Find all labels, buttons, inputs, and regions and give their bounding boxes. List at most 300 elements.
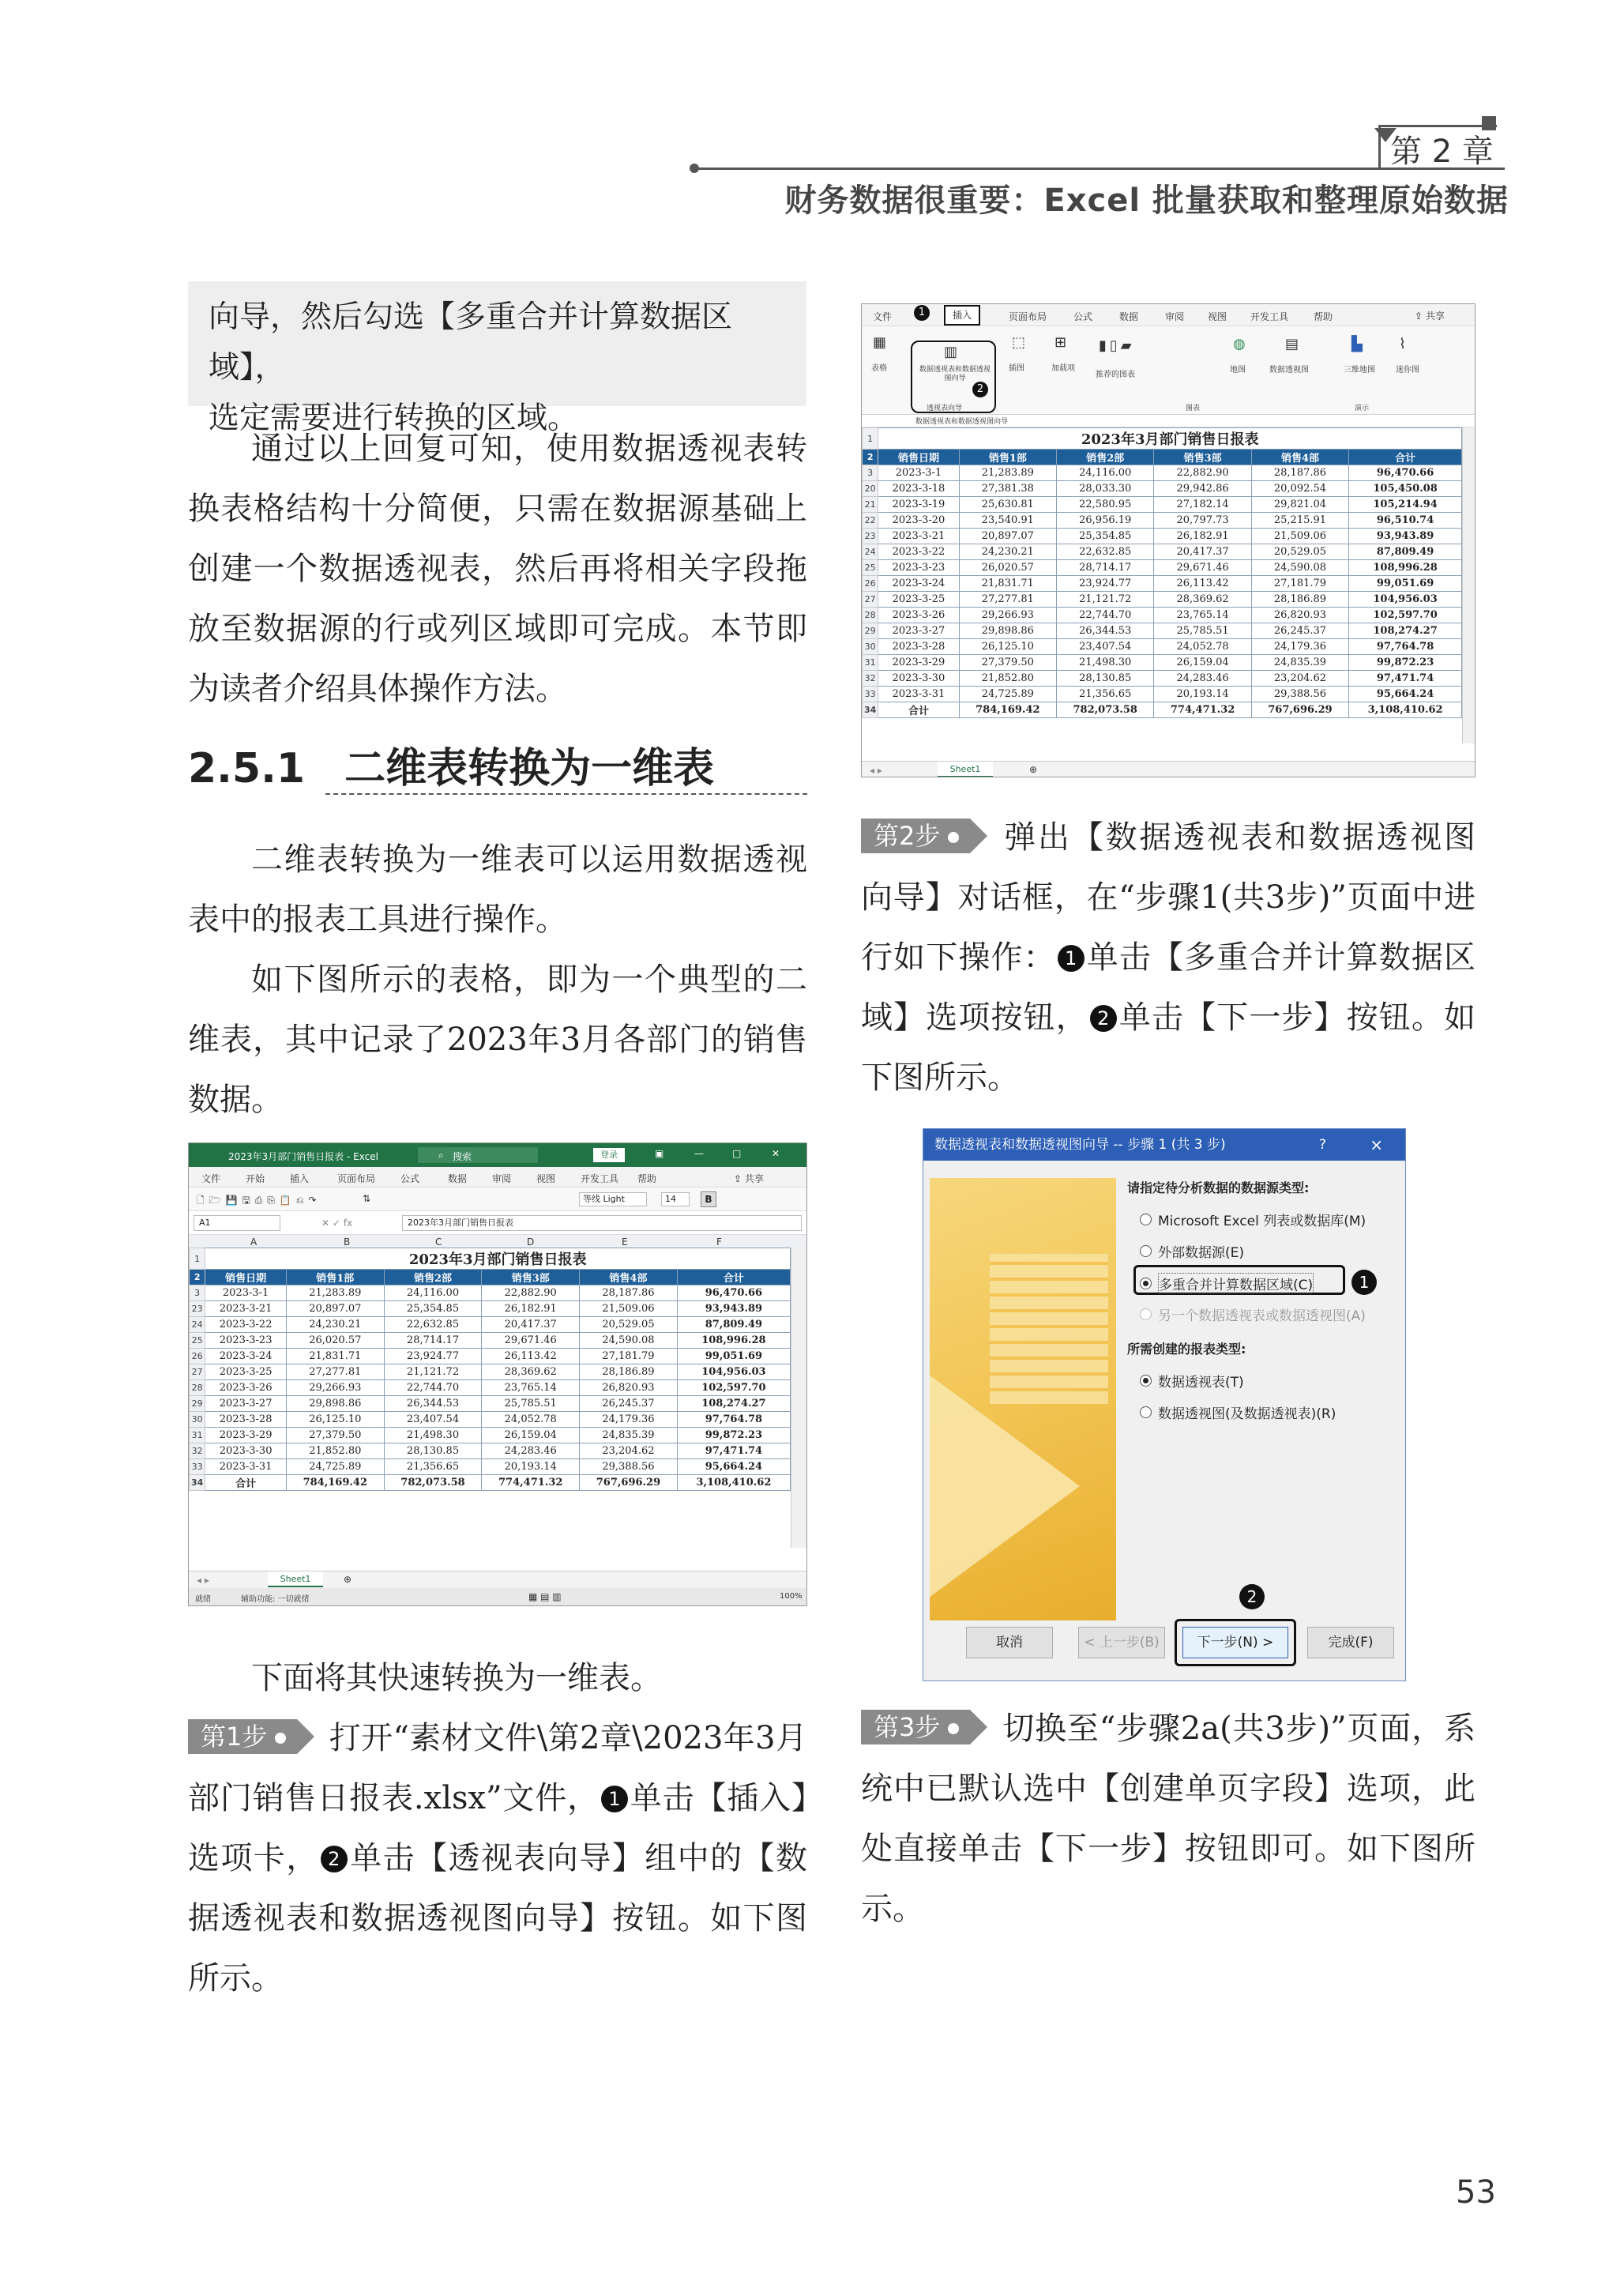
table-cell[interactable]: 24,179.36 [1251, 639, 1348, 655]
table-cell[interactable]: 29,388.56 [1251, 687, 1348, 702]
row-number[interactable]: 34 [863, 702, 878, 718]
sheet-nav-icon[interactable]: ◂ ▸ [870, 765, 882, 776]
row-number[interactable]: 26 [190, 1349, 205, 1364]
table-cell[interactable]: 102,597.70 [677, 1380, 790, 1396]
table-cell[interactable]: 22,744.70 [1057, 608, 1154, 623]
table-cell[interactable]: 22,632.85 [1057, 544, 1154, 560]
table-cell[interactable]: 22,744.70 [384, 1380, 482, 1396]
table-cell[interactable]: 2023-3-21 [205, 1301, 287, 1317]
type-option-pivottable[interactable] [1140, 1371, 1244, 1391]
table-cell[interactable]: 21,356.65 [1057, 687, 1154, 702]
table-cell[interactable]: 99,051.69 [677, 1349, 790, 1364]
table-cell[interactable]: 2023-3-28 [878, 639, 959, 655]
table-cell[interactable]: 21,852.80 [959, 671, 1056, 687]
table-cell[interactable]: 26,344.53 [1057, 623, 1154, 639]
tab-help[interactable]: 帮助 [637, 1173, 657, 1184]
table-cell[interactable]: 28,369.62 [1154, 592, 1251, 608]
table-cell[interactable]: 27,381.38 [959, 481, 1056, 497]
finish-button[interactable]: 完成(F) [1307, 1627, 1394, 1658]
fx-icon[interactable]: ✕ ✓ fx [321, 1218, 353, 1229]
header-cell[interactable]: 销售4部 [1251, 450, 1348, 465]
table-cell[interactable]: 2023-3-21 [878, 529, 959, 544]
group-pivot-chart[interactable]: 数据透视图 [1269, 366, 1309, 374]
row-number[interactable]: 24 [190, 1317, 205, 1333]
row-number[interactable]: 21 [863, 497, 878, 513]
row-number[interactable]: 30 [190, 1412, 205, 1428]
table-cell[interactable]: 108,274.27 [1349, 623, 1462, 639]
header-cell[interactable]: 销售4部 [580, 1270, 678, 1285]
table-cell[interactable]: 20,529.05 [580, 1317, 678, 1333]
table-cell[interactable]: 25,354.85 [1057, 529, 1154, 544]
table-cell[interactable]: 26,956.19 [1057, 513, 1154, 529]
table-cell[interactable]: 28,714.17 [1057, 560, 1154, 576]
table-cell[interactable]: 26,182.91 [482, 1301, 580, 1317]
table-cell[interactable]: 28,130.85 [1057, 671, 1154, 687]
row-number[interactable]: 34 [190, 1475, 205, 1491]
name-box[interactable]: A1 [194, 1215, 280, 1231]
step3-tag [861, 1710, 970, 1744]
tab-view[interactable]: 视图 [1208, 311, 1227, 322]
table-cell[interactable]: 28,033.30 [1057, 481, 1154, 497]
table-cell[interactable]: 105,214.94 [1349, 497, 1462, 513]
col-header[interactable]: C [435, 1236, 442, 1248]
table-cell[interactable]: 21,509.06 [580, 1301, 678, 1317]
col-header[interactable]: D [527, 1236, 535, 1248]
table-cell[interactable]: 26,159.04 [1154, 655, 1251, 671]
table-cell[interactable]: 108,996.28 [1349, 560, 1462, 576]
row-number[interactable]: 28 [863, 608, 878, 623]
table-cell[interactable]: 97,764.78 [1349, 639, 1462, 655]
table-cell[interactable]: 21,831.71 [286, 1349, 384, 1364]
table-cell[interactable]: 28,187.86 [580, 1285, 678, 1301]
table-cell[interactable]: 96,470.66 [1349, 465, 1462, 481]
table-cell[interactable]: 26,020.57 [286, 1333, 384, 1349]
tab-developer[interactable]: 开发工具 [581, 1173, 619, 1184]
view-icons[interactable]: ▦ ▤ ▥ [528, 1591, 562, 1602]
table-cell[interactable]: 2023-3-23 [878, 560, 959, 576]
table-cell[interactable]: 28,369.62 [482, 1364, 580, 1380]
group-3d-map[interactable]: 三维地图 [1344, 366, 1375, 374]
chart-icons[interactable]: ▮▯▰ [1099, 337, 1135, 354]
table-cell[interactable]: 23,407.54 [384, 1412, 482, 1428]
table-cell[interactable]: 26,820.93 [1251, 608, 1348, 623]
table-cell[interactable]: 24,052.78 [482, 1412, 580, 1428]
table-cell[interactable]: 23,924.77 [384, 1349, 482, 1364]
table-cell[interactable]: 2023-3-27 [205, 1396, 287, 1412]
table-cell[interactable]: 2023-3-18 [878, 481, 959, 497]
col-header[interactable]: A [250, 1236, 258, 1248]
row-number[interactable]: 28 [190, 1380, 205, 1396]
table-cell[interactable]: 22,580.95 [1057, 497, 1154, 513]
sheet-tab[interactable]: Sheet1 [268, 1571, 323, 1587]
tab-formulas[interactable]: 公式 [1073, 311, 1093, 322]
table-cell[interactable]: 108,996.28 [677, 1333, 790, 1349]
table-cell[interactable]: 29,266.93 [286, 1380, 384, 1396]
row-number[interactable]: 23 [863, 529, 878, 544]
table-cell[interactable]: 2023-3-26 [205, 1380, 287, 1396]
tab-home[interactable]: 开始 [246, 1173, 265, 1184]
table-cell[interactable]: 767,696.29 [580, 1475, 678, 1491]
row-number[interactable]: 31 [863, 655, 878, 671]
table-cell[interactable]: 26,245.37 [580, 1396, 678, 1412]
table-cell[interactable]: 22,882.90 [1154, 465, 1251, 481]
table-cell[interactable]: 93,943.89 [677, 1301, 790, 1317]
sort-icon[interactable]: ⇅ [363, 1193, 371, 1204]
col-header[interactable]: F [716, 1236, 722, 1248]
table-cell[interactable]: 2023-3-1 [878, 465, 959, 481]
table-cell[interactable]: 27,379.50 [286, 1428, 384, 1443]
row-number[interactable]: 27 [863, 592, 878, 608]
tab-data[interactable]: 数据 [448, 1173, 468, 1184]
source-option-excel[interactable] [1140, 1210, 1366, 1229]
table-cell[interactable]: 26,820.93 [580, 1380, 678, 1396]
table-cell[interactable]: 25,215.91 [1251, 513, 1348, 529]
table-cell[interactable]: 23,204.62 [580, 1443, 678, 1459]
table-cell[interactable]: 29,671.46 [1154, 560, 1251, 576]
table-cell[interactable]: 26,113.42 [1154, 576, 1251, 592]
table-cell[interactable]: 21,283.89 [286, 1285, 384, 1301]
tab-file[interactable]: 文件 [873, 311, 893, 322]
table-cell[interactable]: 23,204.62 [1251, 671, 1348, 687]
table-cell[interactable]: 96,470.66 [677, 1285, 790, 1301]
tab-view[interactable]: 视图 [536, 1173, 556, 1184]
row-number[interactable]: 2 [863, 450, 878, 465]
table-cell[interactable]: 20,417.37 [482, 1317, 580, 1333]
add-sheet-icon[interactable]: ⊕ [1029, 764, 1038, 775]
table-cell[interactable]: 2023-3-23 [205, 1333, 287, 1349]
table-cell[interactable]: 28,186.89 [1251, 592, 1348, 608]
table-cell[interactable]: 23,765.14 [482, 1380, 580, 1396]
table-cell[interactable]: 108,274.27 [677, 1396, 790, 1412]
table-cell[interactable]: 774,471.32 [482, 1475, 580, 1491]
table-cell[interactable]: 99,051.69 [1349, 576, 1462, 592]
table-cell[interactable]: 26,020.57 [959, 560, 1056, 576]
table-cell[interactable]: 24,230.21 [286, 1317, 384, 1333]
table-cell[interactable]: 2023-3-19 [878, 497, 959, 513]
tab-review[interactable]: 审阅 [492, 1173, 512, 1184]
row-number[interactable]: 2 [190, 1270, 205, 1285]
table-cell[interactable]: 20,417.37 [1154, 544, 1251, 560]
table-cell[interactable]: 97,471.74 [1349, 671, 1462, 687]
row-number[interactable]: 25 [863, 560, 878, 576]
table-cell[interactable]: 26,125.10 [286, 1412, 384, 1428]
table-title-cell[interactable]: 2023年3月部门销售日报表 [878, 428, 1462, 450]
table-cell[interactable]: 25,785.51 [482, 1396, 580, 1412]
table-cell[interactable]: 27,181.79 [580, 1349, 678, 1364]
tab-data[interactable]: 数据 [1119, 311, 1139, 322]
table-cell[interactable]: 87,809.49 [677, 1317, 790, 1333]
sheet-nav-icon[interactable]: ◂ ▸ [197, 1575, 209, 1586]
table-cell[interactable]: 23,765.14 [1154, 608, 1251, 623]
header-cell[interactable]: 销售日期 [878, 450, 959, 465]
table-cell[interactable]: 23,924.77 [1057, 576, 1154, 592]
table-cell[interactable]: 24,725.89 [286, 1459, 384, 1475]
tab-developer[interactable]: 开发工具 [1250, 311, 1289, 322]
row-number[interactable]: 1 [863, 428, 878, 450]
table-cell[interactable]: 2023-3-30 [878, 671, 959, 687]
table-cell[interactable]: 20,897.07 [286, 1301, 384, 1317]
group-recommended-charts[interactable]: 推荐的图表 [1096, 371, 1135, 379]
row-number[interactable]: 22 [863, 513, 878, 529]
row-number[interactable]: 31 [190, 1428, 205, 1443]
table-cell[interactable]: 23,540.91 [959, 513, 1056, 529]
row-number[interactable]: 23 [190, 1301, 205, 1317]
group-sparklines[interactable]: 迷你图 [1396, 366, 1419, 374]
table-cell[interactable]: 2023-3-31 [878, 687, 959, 702]
table-cell[interactable]: 21,498.30 [384, 1428, 482, 1443]
ribbon-display-icon[interactable]: ▣ [655, 1148, 664, 1159]
col-header[interactable]: E [622, 1236, 628, 1248]
table-cell[interactable]: 3,108,410.62 [1349, 702, 1462, 718]
table-cell[interactable]: 23,407.54 [1057, 639, 1154, 655]
table-cell[interactable]: 22,882.90 [482, 1285, 580, 1301]
dialog-close-button[interactable]: × [1370, 1135, 1383, 1154]
table-cell[interactable]: 767,696.29 [1251, 702, 1348, 718]
table-cell[interactable]: 782,073.58 [1057, 702, 1154, 718]
font-name-select[interactable]: 等线 Light [579, 1192, 647, 1206]
table-cell[interactable]: 29,898.86 [286, 1396, 384, 1412]
table-cell[interactable]: 782,073.58 [384, 1475, 482, 1491]
table-cell[interactable]: 合计 [878, 702, 959, 718]
type-option-pivotchart[interactable] [1140, 1402, 1336, 1422]
table-cell[interactable]: 2023-3-25 [878, 592, 959, 608]
header-cell[interactable]: 销售日期 [205, 1270, 287, 1285]
table-cell[interactable]: 99,872.23 [1349, 655, 1462, 671]
table-cell[interactable]: 24,230.21 [959, 544, 1056, 560]
table-cell[interactable]: 21,121.72 [384, 1364, 482, 1380]
table-cell[interactable]: 29,821.04 [1251, 497, 1348, 513]
back-button[interactable]: < 上一步(B) [1078, 1627, 1165, 1658]
table-cell[interactable]: 27,277.81 [959, 592, 1056, 608]
table-cell[interactable]: 24,725.89 [959, 687, 1056, 702]
toolbar-icons[interactable]: 🗋🗁💾🖫⎙⎘📋⎌↷ [197, 1195, 321, 1206]
table-cell[interactable]: 26,113.42 [482, 1349, 580, 1364]
vertical-scrollbar[interactable] [1462, 427, 1476, 743]
row-number[interactable]: 33 [863, 687, 878, 702]
row-number[interactable]: 24 [863, 544, 878, 560]
tab-help[interactable]: 帮助 [1314, 311, 1333, 322]
search-box[interactable] [418, 1147, 538, 1163]
table-cell[interactable]: 28,130.85 [384, 1443, 482, 1459]
table-cell[interactable]: 2023-3-1 [205, 1285, 287, 1301]
table-title-cell[interactable]: 2023年3月部门销售日报表 [205, 1248, 791, 1270]
table-cell[interactable]: 2023-3-27 [878, 623, 959, 639]
table-cell[interactable]: 97,471.74 [677, 1443, 790, 1459]
table-cell[interactable]: 26,245.37 [1251, 623, 1348, 639]
table-cell[interactable]: 21,831.71 [959, 576, 1056, 592]
group-addins[interactable]: 加载项 [1051, 364, 1075, 373]
source-option-multiple-consolidation[interactable] [1140, 1273, 1314, 1294]
row-number[interactable]: 20 [863, 481, 878, 497]
tab-review[interactable]: 审阅 [1165, 311, 1185, 322]
share-button[interactable]: ⇪ 共享 [1415, 310, 1445, 322]
next-button[interactable]: 下一步(N) > [1182, 1627, 1288, 1658]
table-cell[interactable]: 合计 [205, 1475, 287, 1491]
accessibility-status[interactable]: 辅助功能: 一切就绪 [241, 1595, 310, 1604]
login-button[interactable]: 登录 [593, 1148, 625, 1162]
add-sheet-icon[interactable]: ⊕ [344, 1574, 352, 1585]
table-cell[interactable]: 24,116.00 [1057, 465, 1154, 481]
table-cell[interactable]: 28,714.17 [384, 1333, 482, 1349]
table-cell[interactable]: 774,471.32 [1154, 702, 1251, 718]
chapter-label: 第 2 章 [1390, 134, 1494, 170]
col-header[interactable]: B [344, 1236, 351, 1248]
cancel-button[interactable]: 取消 [966, 1627, 1053, 1658]
table-cell[interactable]: 26,344.53 [384, 1396, 482, 1412]
table-cell[interactable]: 24,835.39 [1251, 655, 1348, 671]
row-number[interactable]: 27 [190, 1364, 205, 1380]
table-cell[interactable]: 96,510.74 [1349, 513, 1462, 529]
font-size-select[interactable]: 14 [661, 1192, 690, 1206]
table-cell[interactable]: 24,179.36 [580, 1412, 678, 1428]
table-cell[interactable]: 784,169.42 [286, 1475, 384, 1491]
row-number[interactable]: 25 [190, 1333, 205, 1349]
tab-formulas[interactable]: 公式 [400, 1173, 420, 1184]
table-cell[interactable]: 102,597.70 [1349, 608, 1462, 623]
source-option-pivot[interactable] [1140, 1304, 1366, 1324]
table-cell[interactable]: 2023-3-26 [878, 608, 959, 623]
table-cell[interactable]: 20,529.05 [1251, 544, 1348, 560]
table-cell[interactable]: 22,632.85 [384, 1317, 482, 1333]
minimize-icon[interactable]: — [694, 1148, 704, 1159]
table-cell[interactable]: 21,852.80 [286, 1443, 384, 1459]
table-cell[interactable]: 104,956.03 [1349, 592, 1462, 608]
header-cell[interactable]: 销售1部 [286, 1270, 384, 1285]
sparkline-icon: ⌇ [1399, 336, 1406, 352]
table-cell[interactable]: 24,116.00 [384, 1285, 482, 1301]
table-cell[interactable]: 2023-3-22 [205, 1317, 287, 1333]
table-cell[interactable]: 3,108,410.62 [677, 1475, 790, 1491]
table-cell[interactable]: 2023-3-20 [878, 513, 959, 529]
tab-insert[interactable]: 插入 [944, 305, 980, 326]
header-cell[interactable]: 合计 [677, 1270, 790, 1285]
table-cell[interactable]: 29,266.93 [959, 608, 1056, 623]
zoom-level[interactable]: 100% [780, 1592, 803, 1601]
table-cell[interactable]: 2023-3-29 [205, 1428, 287, 1443]
table-cell[interactable]: 24,590.08 [580, 1333, 678, 1349]
row-number[interactable]: 3 [863, 465, 878, 481]
tab-page-layout[interactable]: 页面布局 [1009, 311, 1047, 322]
table-cell[interactable]: 29,898.86 [959, 623, 1056, 639]
sheet-tab[interactable]: Sheet1 [938, 762, 993, 777]
table-cell[interactable]: 24,590.08 [1251, 560, 1348, 576]
row-number[interactable]: 29 [190, 1396, 205, 1412]
row-number[interactable]: 32 [190, 1443, 205, 1459]
table-cell[interactable]: 20,897.07 [959, 529, 1056, 544]
table-cell[interactable]: 20,193.14 [1154, 687, 1251, 702]
row-number[interactable]: 33 [190, 1459, 205, 1475]
table-cell[interactable]: 2023-3-24 [205, 1349, 287, 1364]
formula-input[interactable]: 2023年3月部门销售日报表 [402, 1215, 802, 1231]
table-cell[interactable]: 21,283.89 [959, 465, 1056, 481]
row-number[interactable]: 26 [863, 576, 878, 592]
table-cell[interactable]: 2023-3-25 [205, 1364, 287, 1380]
option-label: 数据透视表(T) [1158, 1375, 1244, 1391]
table-cell[interactable]: 2023-3-24 [878, 576, 959, 592]
table-cell[interactable]: 2023-3-22 [878, 544, 959, 560]
table-cell[interactable]: 21,509.06 [1251, 529, 1348, 544]
table-cell[interactable]: 21,121.72 [1057, 592, 1154, 608]
close-icon[interactable]: ✕ [772, 1148, 780, 1159]
table-row [190, 1285, 791, 1301]
table-cell[interactable]: 24,052.78 [1154, 639, 1251, 655]
table-cell[interactable]: 104,956.03 [677, 1364, 790, 1380]
table-cell[interactable]: 95,664.24 [677, 1459, 790, 1475]
table-cell[interactable]: 2023-3-31 [205, 1459, 287, 1475]
group-table[interactable]: 表格 [871, 364, 887, 373]
header-cell[interactable]: 销售3部 [1154, 450, 1251, 465]
table-cell[interactable]: 87,809.49 [1349, 544, 1462, 560]
table-cell[interactable]: 27,277.81 [286, 1364, 384, 1380]
tab-file[interactable]: 文件 [201, 1173, 221, 1184]
table-cell[interactable]: 25,630.81 [959, 497, 1056, 513]
table-cell[interactable]: 26,182.91 [1154, 529, 1251, 544]
table-cell[interactable]: 28,187.86 [1251, 465, 1348, 481]
header-cell[interactable]: 合计 [1349, 450, 1462, 465]
table-cell[interactable]: 93,943.89 [1349, 529, 1462, 544]
group-maps[interactable]: 地图 [1230, 366, 1246, 374]
table-cell[interactable]: 105,450.08 [1349, 481, 1462, 497]
table-cell[interactable]: 27,379.50 [959, 655, 1056, 671]
table-cell[interactable]: 2023-3-30 [205, 1443, 287, 1459]
table-cell[interactable]: 2023-3-28 [205, 1412, 287, 1428]
table-cell[interactable]: 26,159.04 [482, 1428, 580, 1443]
vertical-scrollbar[interactable] [791, 1248, 807, 1548]
table-cell[interactable]: 29,942.86 [1154, 481, 1251, 497]
table-cell[interactable]: 20,092.54 [1251, 481, 1348, 497]
row-number[interactable]: 3 [190, 1285, 205, 1301]
share-button[interactable]: ⇪ 共享 [734, 1173, 764, 1184]
table-cell[interactable]: 784,169.42 [959, 702, 1056, 718]
table-cell[interactable]: 26,125.10 [959, 639, 1056, 655]
table-cell[interactable]: 99,872.23 [677, 1428, 790, 1443]
source-option-external[interactable] [1140, 1241, 1244, 1261]
table-cell[interactable]: 21,356.65 [384, 1459, 482, 1475]
header-cell[interactable]: 销售3部 [482, 1270, 580, 1285]
header-cell[interactable]: 销售2部 [1057, 450, 1154, 465]
row-number[interactable]: 32 [863, 671, 878, 687]
table-cell[interactable]: 29,671.46 [482, 1333, 580, 1349]
table-cell[interactable]: 20,193.14 [482, 1459, 580, 1475]
table-cell[interactable]: 95,664.24 [1349, 687, 1462, 702]
pivot-wizard-button[interactable]: 数据透视表和数据透视图向导 [919, 366, 991, 382]
help-button[interactable]: ? [1318, 1137, 1326, 1153]
row-number[interactable]: 30 [863, 639, 878, 655]
bold-button[interactable]: B [701, 1191, 716, 1207]
table-cell[interactable]: 25,354.85 [384, 1301, 482, 1317]
table-cell[interactable]: 21,498.30 [1057, 655, 1154, 671]
header-cell[interactable]: 销售2部 [384, 1270, 482, 1285]
table-cell[interactable]: 2023-3-29 [878, 655, 959, 671]
table-cell[interactable]: 27,181.79 [1251, 576, 1348, 592]
header-cell[interactable]: 销售1部 [959, 450, 1056, 465]
table-cell[interactable]: 25,785.51 [1154, 623, 1251, 639]
table-cell[interactable]: 24,283.46 [482, 1443, 580, 1459]
tab-page-layout[interactable]: 页面布局 [337, 1173, 376, 1184]
tab-insert[interactable]: 插入 [290, 1173, 310, 1184]
table-cell[interactable]: 28,186.89 [580, 1364, 678, 1380]
maximize-icon[interactable]: □ [732, 1148, 742, 1159]
table-cell[interactable]: 24,283.46 [1154, 671, 1251, 687]
group-illustrations[interactable]: 插图 [1009, 364, 1024, 373]
table-cell[interactable]: 27,182.14 [1154, 497, 1251, 513]
table-cell[interactable]: 29,388.56 [580, 1459, 678, 1475]
table-cell[interactable]: 20,797.73 [1154, 513, 1251, 529]
row-number[interactable]: 29 [863, 623, 878, 639]
row-number[interactable]: 1 [190, 1248, 205, 1270]
table-cell[interactable]: 97,764.78 [677, 1412, 790, 1428]
table-cell[interactable]: 24,835.39 [580, 1428, 678, 1443]
